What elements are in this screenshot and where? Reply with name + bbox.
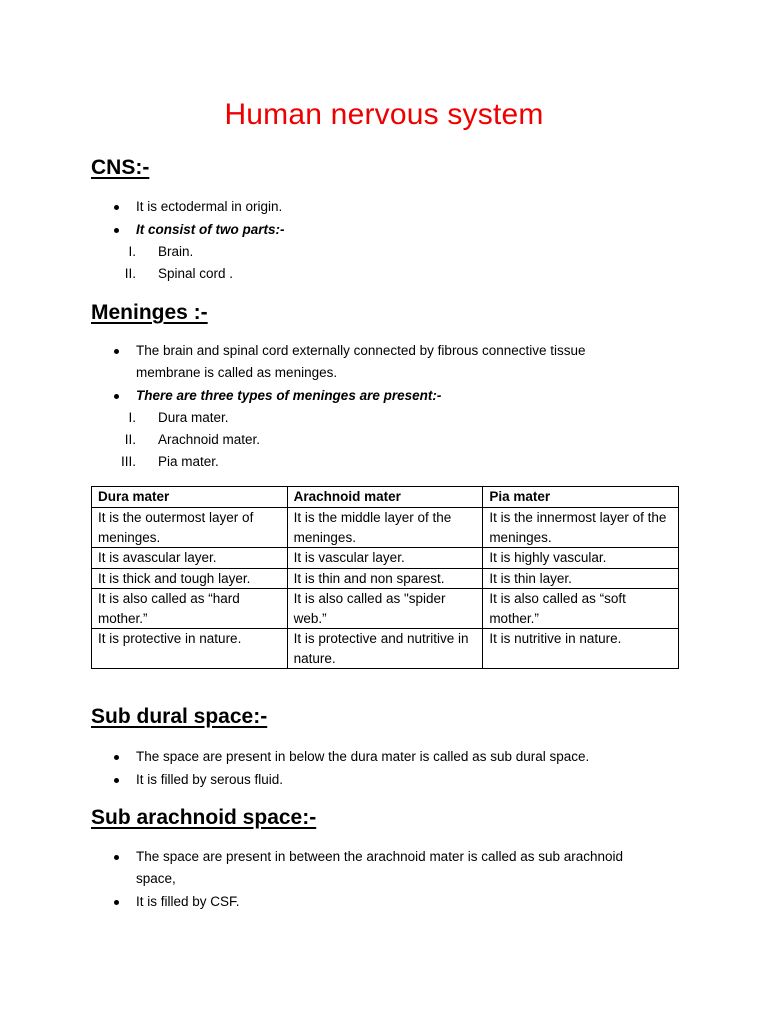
list-item: Pia mater. [158, 454, 219, 469]
table-cell: It is highly vascular. [483, 548, 679, 569]
table-cell: It is also called as “hard mother.” [92, 589, 288, 629]
sub-dural-bullet-1: The space are present in below the dura mater is called as sub dural space. [136, 749, 590, 764]
heading-sub-arachnoid-space: Sub arachnoid space:- [91, 806, 317, 829]
page-title: Human nervous system [224, 98, 544, 131]
list-number: I. [128, 244, 136, 259]
heading-sub-dural-space: Sub dural space:- [91, 705, 268, 728]
table-cell: It is the middle layer of the meninges. [287, 508, 483, 548]
table-header-row [92, 487, 679, 508]
table-row [92, 508, 679, 548]
table-cell: It is also called as “soft mother.” [483, 589, 679, 629]
heading-meninges: Meninges :- [91, 301, 208, 324]
table-header-cell: Dura mater [92, 487, 288, 508]
table-cell: It is protective and nutritive in nature. [287, 629, 483, 669]
table-header-cell: Arachnoid mater [287, 487, 483, 508]
bullet-dot [114, 778, 119, 783]
table-cell: It is the innermost layer of the meninges. [483, 508, 679, 548]
list-number: III. [120, 454, 136, 469]
meninges-comparison-table [91, 486, 679, 669]
table-header-cell: Pia mater [483, 487, 679, 508]
table-cell: It is the outermost layer of meninges. [92, 508, 288, 548]
list-item: Spinal cord . [158, 266, 234, 281]
table-cell: It is vascular layer. [287, 548, 483, 569]
table-cell: It is also called as "spider web.” [287, 589, 483, 629]
table-row [92, 589, 679, 629]
cns-bullet-2: It consist of two parts:- [136, 222, 285, 237]
list-item: Arachnoid mater. [158, 432, 261, 447]
table-cell: It is thick and tough layer. [92, 568, 288, 589]
heading-cns: CNS:- [91, 156, 150, 179]
table-cell: It is thin layer. [483, 568, 679, 589]
meninges-bullet-1-line-2: membrane is called as meninges. [136, 365, 338, 380]
list-number: II. [124, 266, 136, 281]
table-row [92, 548, 679, 569]
table-cell: It is avascular layer. [92, 548, 288, 569]
table-row [92, 568, 679, 589]
bullet-dot [114, 900, 119, 905]
list-item: Dura mater. [158, 410, 229, 425]
bullet-dot [114, 205, 119, 210]
table-cell: It is nutritive in nature. [483, 629, 679, 669]
sub-arachnoid-bullet-1-line-2: space, [136, 871, 176, 886]
bullet-dot [114, 755, 119, 760]
bullet-dot [114, 349, 119, 354]
list-number: I. [128, 410, 136, 425]
list-number: II. [124, 432, 136, 447]
sub-arachnoid-bullet-1-line-1: The space are present in between the arachnoid mater is called as sub arachnoid [136, 849, 624, 864]
table-cell: It is thin and non sparest. [287, 568, 483, 589]
sub-arachnoid-bullet-2: It is filled by CSF. [136, 894, 240, 909]
cns-bullet-1: It is ectodermal in origin. [136, 199, 283, 214]
list-item: Brain. [158, 244, 194, 259]
bullet-dot [114, 394, 119, 399]
meninges-bullet-1-line-1: The brain and spinal cord externally connected by fibrous connective tissue [136, 343, 586, 358]
table-row [92, 629, 679, 669]
meninges-bullet-2: There are three types of meninges are present:- [136, 388, 442, 403]
table-cell: It is protective in nature. [92, 629, 288, 669]
bullet-dot [114, 228, 119, 233]
bullet-dot [114, 855, 119, 860]
sub-dural-bullet-2: It is filled by serous fluid. [136, 772, 284, 787]
